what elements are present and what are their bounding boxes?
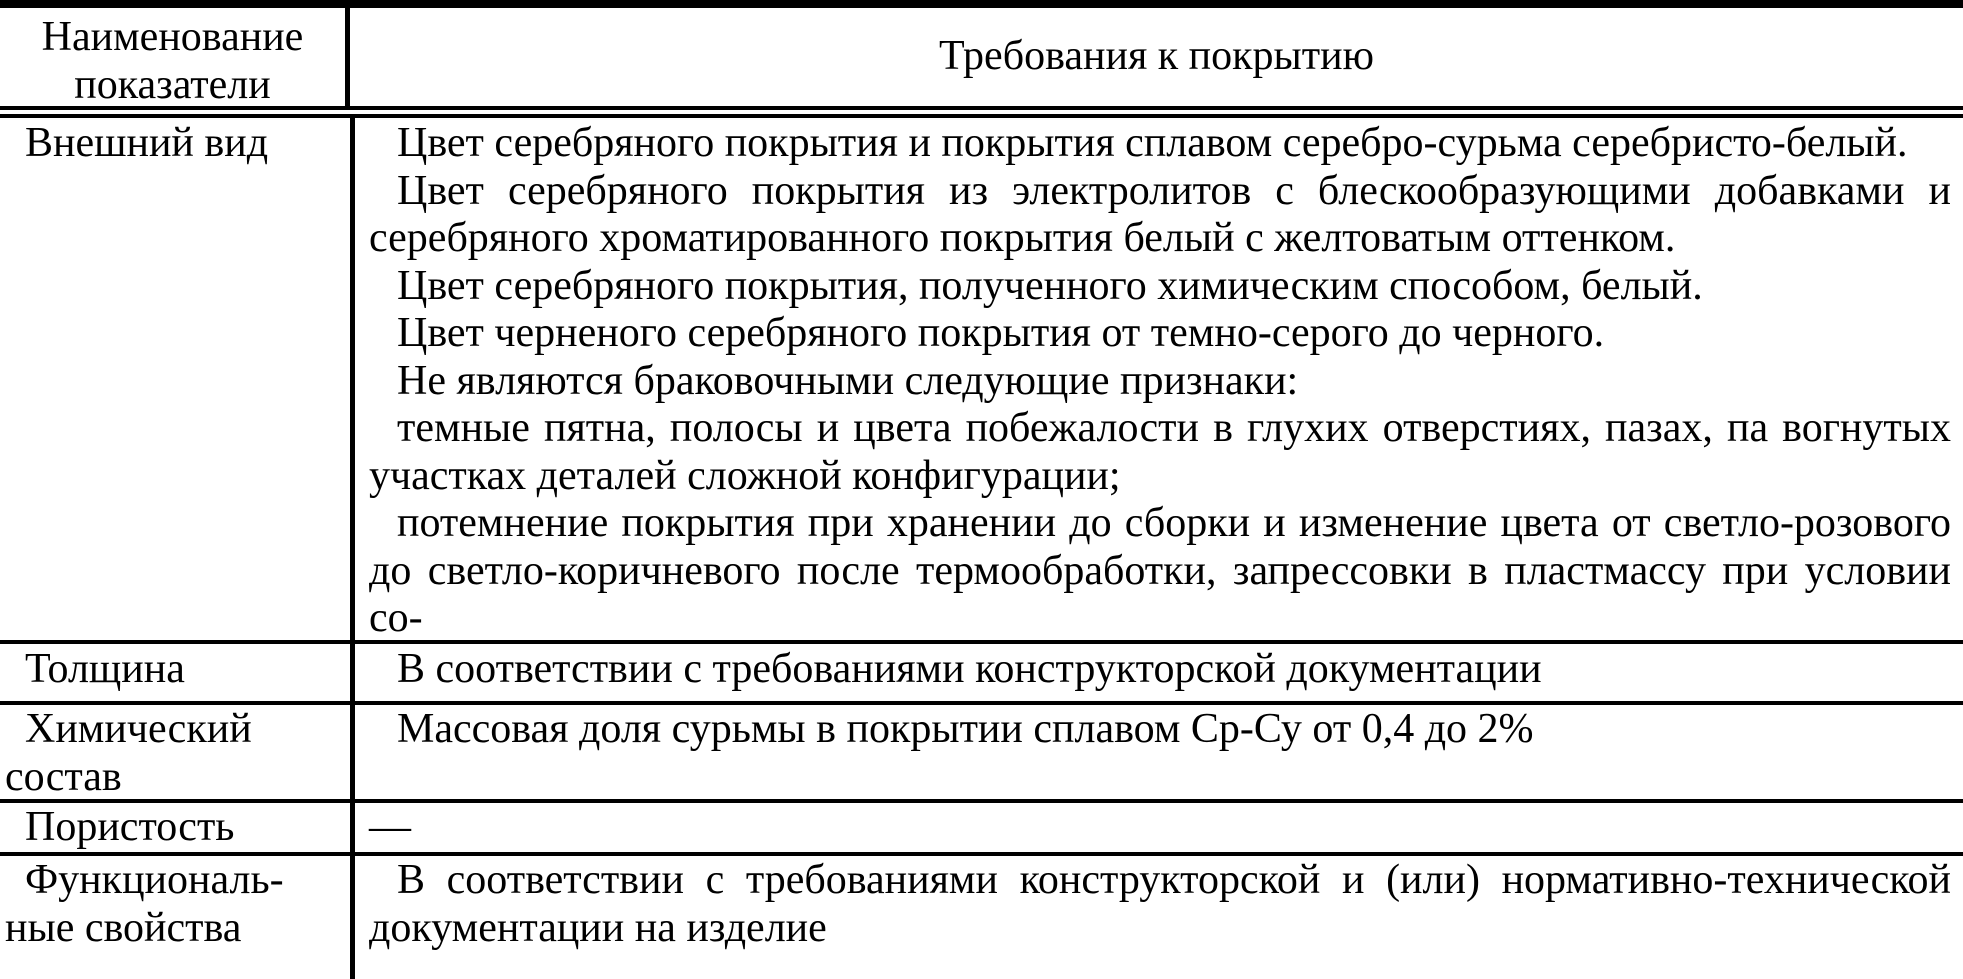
- row-label-cell: [0, 118, 355, 640]
- value-line: В соответствии с требованиями конструкторской документации: [397, 646, 1542, 692]
- value-line: участках деталей сложной конфигурации;: [369, 452, 1121, 499]
- value-line: —: [369, 804, 411, 850]
- row-label: состав: [5, 753, 122, 799]
- row-value-cell: [355, 705, 1963, 799]
- row-label: Химический: [25, 706, 252, 752]
- row-value-cell: [355, 856, 1963, 979]
- table-row-functional-properties: [0, 856, 1963, 979]
- header-cell-coating-requirements: [350, 8, 1963, 106]
- row-label-cell: [0, 856, 355, 979]
- table-row-porosity: [0, 803, 1963, 856]
- row-label: Пористость: [25, 804, 235, 850]
- row-label: Толщина: [25, 646, 185, 692]
- row-value-cell: [355, 644, 1963, 701]
- row-label-cell: [0, 705, 355, 799]
- value-line: Массовая доля сурьмы в покрытии сплавом Ср-Су от 0,4 до 2%: [397, 706, 1534, 752]
- value-line: В соответствии с требованиями конструкторской и (или) нормативно-технической: [397, 857, 1951, 903]
- row-label-cell: [0, 803, 355, 852]
- value-line: документации на изделие: [369, 904, 827, 951]
- header-text: Наименование: [41, 14, 304, 60]
- header-cell-indicator-name: [0, 8, 350, 106]
- row-label: ные свойства: [5, 904, 242, 951]
- value-line: до светло-коричневого после термообработки, запрессовки в пластмассу при условии со-: [369, 547, 1951, 640]
- row-label: Внешний вид: [25, 120, 269, 166]
- row-label: Функциональ-: [25, 857, 284, 903]
- value-line: Не являются браковочными следующие признаки:: [397, 357, 1299, 404]
- row-value-cell: [355, 803, 1963, 852]
- table-row-chemical-composition: [0, 705, 1963, 803]
- table-row-appearance: [0, 118, 1963, 644]
- value-line: темные пятна, полосы и цвета побежалости в глухих отверстиях, пазах, па вогнутых: [397, 405, 1951, 451]
- header-text: Требования к покрытию: [939, 33, 1374, 80]
- value-line: Цвет серебряного покрытия и покрытия сплавом серебро-сурьма серебристо-белый.: [397, 120, 1908, 166]
- value-line: Цвет серебряного покрытия из электролитов с блескообразующими добавками и: [397, 167, 1951, 214]
- value-line: Цвет черненого серебряного покрытия от темно-серого до черного.: [397, 310, 1605, 356]
- header-text: показатели: [74, 61, 271, 106]
- row-label-cell: [0, 644, 355, 701]
- row-value-cell: [355, 118, 1963, 640]
- value-line: потемнение покрытия при хранении до сборки и изменение цвета от светло-розового: [397, 500, 1951, 546]
- table-header-row: [0, 8, 1963, 118]
- value-line: серебряного хроматированного покрытия белый с желтоватым оттенком.: [369, 215, 1676, 261]
- value-line: Цвет серебряного покрытия, полученного химическим способом, белый.: [397, 262, 1703, 309]
- table-row-thickness: [0, 644, 1963, 705]
